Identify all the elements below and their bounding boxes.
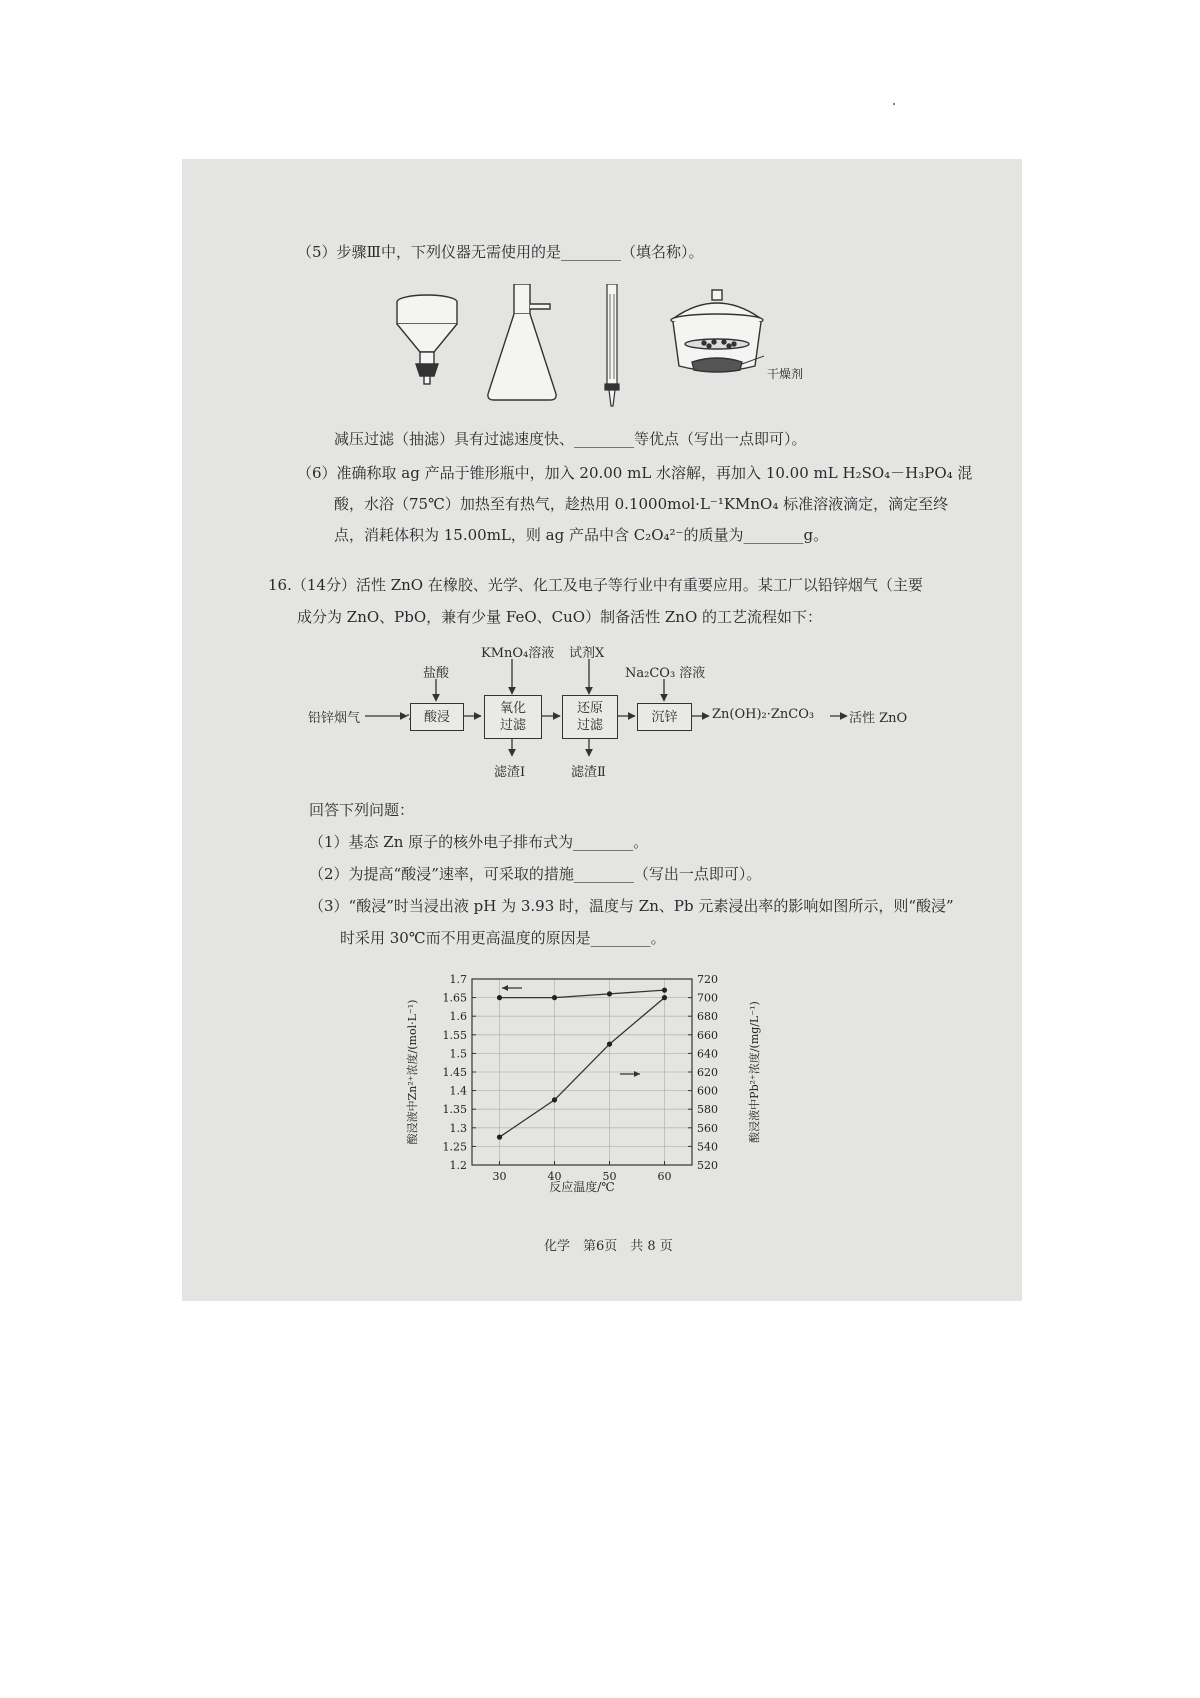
flow-intermediate: Zn(OH)₂·ZnCO₃ bbox=[712, 707, 815, 722]
x-tick-label: 50 bbox=[602, 1170, 617, 1183]
q16-intro-line2: 成分为 ZnO、PbO，兼有少量 FeO、CuO）制备活性 ZnO 的工艺流程如下： bbox=[297, 608, 823, 626]
zn-data-point bbox=[497, 995, 502, 1000]
exam-page bbox=[182, 159, 1022, 1301]
flow-step-precipitate-zinc: 沉锌 bbox=[637, 703, 692, 731]
y-right-tick-label: 560 bbox=[697, 1121, 718, 1135]
pb-data-point bbox=[552, 1097, 557, 1102]
q16-sub1: （1）基态 Zn 原子的核外电子排布式为________。 bbox=[309, 833, 649, 851]
y-right-tick-label: 580 bbox=[697, 1103, 718, 1117]
y-left-tick-label: 1.55 bbox=[442, 1028, 467, 1042]
y-left-tick-label: 1.2 bbox=[449, 1159, 467, 1172]
q15-part6-line3: 点，消耗体积为 15.00mL，则 ag 产品中含 C₂O₄²⁻的质量为________g。 bbox=[334, 526, 829, 544]
answer-prompt: 回答下列问题： bbox=[309, 801, 415, 819]
q15-part6-line2: 酸，水浴（75℃）加热至有热气，趁热用 0.1000mol·L⁻¹KMnO₄ 标准溶液滴定，滴定至终 bbox=[334, 495, 949, 513]
y-left-tick-label: 1.4 bbox=[449, 1084, 467, 1098]
zn-data-point bbox=[607, 991, 612, 996]
flow-arrows bbox=[182, 159, 1022, 779]
flow-reagent-na2co3: Na₂CO₃ 溶液 bbox=[625, 666, 706, 681]
pb-data-point bbox=[497, 1135, 502, 1140]
y-left-tick-label: 1.3 bbox=[449, 1121, 467, 1135]
q16-sub2: （2）为提高“酸浸”速率，可采取的措施________（写出一点即可）。 bbox=[309, 865, 762, 883]
pb-data-point bbox=[662, 995, 667, 1000]
y-right-tick-label: 660 bbox=[697, 1028, 718, 1042]
zn-direction-arrow bbox=[502, 985, 522, 991]
leach-chart bbox=[402, 969, 782, 1209]
y-right-tick-label: 640 bbox=[697, 1047, 718, 1061]
y-left-tick-label: 1.5 bbox=[449, 1047, 467, 1061]
y-left-tick-label: 1.45 bbox=[442, 1066, 467, 1079]
y-right-tick-label: 700 bbox=[697, 991, 718, 1005]
pb-series-line bbox=[500, 998, 665, 1138]
q15-part6-line1: （6）准确称取 ag 产品于锥形瓶中，加入 20.00 mL 水溶解，再加入 10.00 mL H₂SO₄－H₃PO₄ 混 bbox=[297, 464, 973, 482]
zn-data-point bbox=[662, 988, 667, 993]
pb-data-point bbox=[607, 1042, 612, 1047]
flow-step-oxidize-filter: 氧化 过滤 bbox=[484, 695, 542, 739]
zn-data-point bbox=[552, 995, 557, 1000]
x-tick-label: 60 bbox=[657, 1170, 672, 1183]
y-right-tick-label: 540 bbox=[697, 1140, 718, 1154]
y-right-tick-label: 600 bbox=[697, 1084, 718, 1098]
flow-reagent-hcl: 盐酸 bbox=[423, 666, 450, 681]
y-left-tick-label: 1.25 bbox=[442, 1140, 467, 1154]
x-axis-label: 反应温度/℃ bbox=[549, 1180, 615, 1194]
flow-step-reduce-filter: 还原 过滤 bbox=[562, 695, 618, 739]
y-axis-label-left: 酸浸液中Zn²⁺浓度/(mol·L⁻¹) bbox=[406, 999, 419, 1145]
y-left-tick-label: 1.35 bbox=[442, 1103, 467, 1117]
desiccant-label: 干燥剂 bbox=[767, 367, 804, 381]
q15-part5-text: （5）步骤Ⅲ中，下列仪器无需使用的是________（填名称）。 bbox=[297, 243, 704, 261]
scan-speck bbox=[893, 103, 895, 105]
y-axis-label-right: 酸浸液中Pb²⁺浓度/(mg/L⁻¹) bbox=[748, 1001, 761, 1143]
y-left-tick-label: 1.6 bbox=[449, 1010, 467, 1024]
y-left-tick-label: 1.65 bbox=[442, 991, 467, 1005]
q16-intro-line1: 16.（14分）活性 ZnO 在橡胶、光学、化工及电子等行业中有重要应用。某工厂以铅锌烟气（主要 bbox=[268, 576, 923, 594]
flow-step-acid-leach: 酸浸 bbox=[410, 703, 464, 731]
flow-reagent-x: 试剂X bbox=[569, 646, 605, 661]
y-left-tick-label: 1.7 bbox=[449, 973, 467, 986]
page-footer: 化学 第6页 共 8 页 bbox=[544, 1239, 673, 1254]
y-right-tick-label: 520 bbox=[697, 1159, 718, 1172]
flow-residue-1: 滤渣Ⅰ bbox=[494, 765, 526, 780]
y-right-tick-label: 720 bbox=[697, 973, 718, 986]
flow-product: 活性 ZnO bbox=[849, 711, 908, 726]
flow-start-label: 铅锌烟气 bbox=[308, 711, 361, 726]
q15-suction-text: 减压过滤（抽滤）具有过滤速度快、________等优点（写出一点即可）。 bbox=[334, 430, 807, 448]
flow-residue-2: 滤渣Ⅱ bbox=[571, 765, 606, 780]
q16-sub3-line2: 时采用 30℃而不用更高温度的原因是________。 bbox=[340, 929, 666, 947]
x-tick-label: 30 bbox=[492, 1170, 507, 1183]
y-right-tick-label: 680 bbox=[697, 1010, 718, 1024]
x-tick-label: 40 bbox=[547, 1170, 562, 1183]
zn-series-line bbox=[500, 990, 665, 997]
flow-reagent-kmno4: KMnO₄溶液 bbox=[481, 646, 555, 661]
q16-sub3-line1: （3）“酸浸”时当浸出液 pH 为 3.93 时，温度与 Zn、Pb 元素浸出率的影响如图所示，则“酸浸” bbox=[309, 897, 954, 915]
y-right-tick-label: 620 bbox=[697, 1066, 718, 1079]
